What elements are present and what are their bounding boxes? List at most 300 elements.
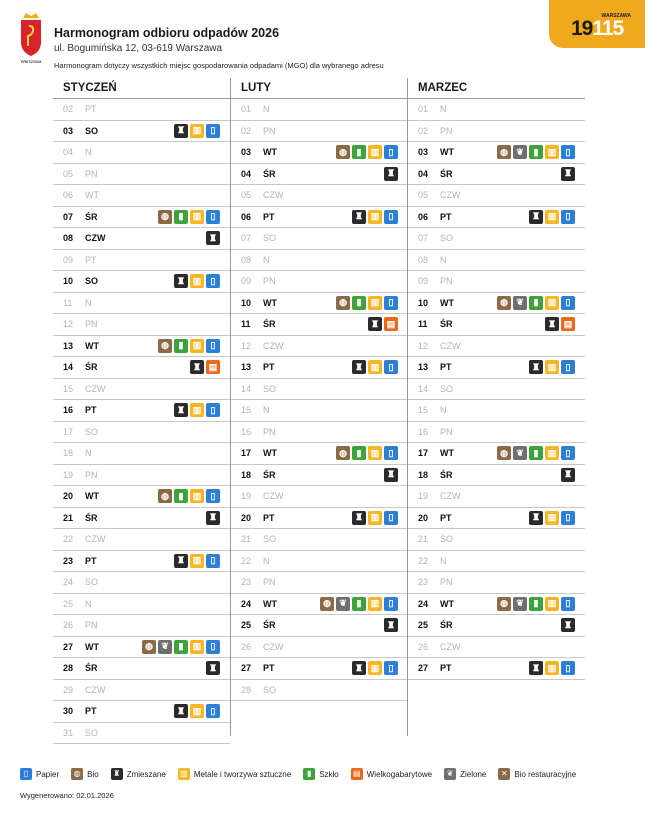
legend-item-metale	[178, 768, 291, 780]
weekday: SO	[85, 577, 99, 587]
weekday: CZW	[440, 340, 461, 351]
day-number: 09	[241, 276, 252, 286]
day-row	[231, 422, 408, 444]
weekday: WT	[263, 598, 277, 609]
weekday: ŚR	[440, 168, 453, 179]
weekday: WT	[85, 190, 99, 200]
collection-icons	[497, 597, 575, 611]
bio-icon: ◍	[336, 446, 350, 460]
day-number: 19	[418, 491, 429, 501]
metale-icon: ▥	[368, 210, 382, 224]
metale-icon: ▥	[190, 210, 204, 224]
weekday: PT	[440, 663, 452, 673]
day-row	[231, 250, 408, 272]
day-row	[408, 250, 585, 272]
weekday: N	[263, 104, 270, 114]
weekday: PT	[263, 663, 275, 673]
metale-icon: ▥	[545, 511, 559, 525]
day-row	[53, 400, 230, 422]
day-number: 25	[241, 620, 252, 630]
day-number: 19	[63, 469, 74, 480]
day-row	[231, 121, 408, 143]
weekday: ŚR	[263, 168, 276, 179]
day-number: 22	[63, 534, 74, 544]
badge-caption: WARSZAWA	[601, 13, 631, 19]
day-number: 17	[63, 426, 74, 437]
zmieszane-icon: ♜	[529, 661, 543, 675]
day-row	[408, 465, 585, 487]
day-number: 26	[418, 641, 429, 652]
day-number: 11	[418, 319, 428, 329]
metale-icon: ▥	[190, 554, 204, 568]
day-number: 20	[418, 512, 429, 523]
day-row	[53, 529, 230, 551]
day-row	[53, 228, 230, 250]
weekday: PT	[85, 405, 97, 415]
day-number: 06	[418, 211, 429, 222]
day-row	[408, 336, 585, 358]
day-number: 28	[63, 663, 74, 673]
collection-icons	[529, 511, 575, 525]
day-row	[231, 379, 408, 401]
weekday: PT	[85, 104, 97, 114]
day-number: 06	[63, 190, 74, 200]
day-number: 24	[418, 598, 429, 609]
day-row	[53, 465, 230, 487]
collection-icons	[352, 661, 398, 675]
papier-icon: ▯	[384, 446, 398, 460]
day-row	[231, 164, 408, 186]
day-number: 18	[63, 448, 74, 458]
metale-icon: ▥	[368, 446, 382, 460]
day-number: 21	[63, 512, 74, 523]
day-row	[231, 357, 408, 379]
collection-icons	[174, 274, 220, 288]
collection-icons	[561, 167, 575, 181]
legend-item-szklo	[303, 768, 339, 780]
day-row	[53, 314, 230, 336]
collection-icons	[174, 403, 220, 417]
legend-label: Zmieszane	[126, 769, 166, 779]
papier-icon: ▯	[561, 511, 575, 525]
day-number: 26	[63, 620, 74, 630]
papier-icon: ▯	[206, 489, 220, 503]
collection-icons	[142, 640, 220, 654]
day-number: 19	[241, 491, 252, 501]
metale-icon: ▥	[368, 360, 382, 374]
day-number: 01	[418, 104, 429, 114]
day-number: 02	[418, 125, 429, 136]
szklo-icon: ▮	[529, 145, 543, 159]
papier-icon: ▯	[206, 554, 220, 568]
bio-icon: ◍	[158, 339, 172, 353]
month-column	[53, 78, 230, 744]
weekday: N	[85, 598, 92, 609]
day-row	[231, 99, 408, 121]
city-hotline-badge	[549, 0, 645, 48]
papier-icon: ▯	[384, 511, 398, 525]
papier-icon: ▯	[20, 768, 32, 780]
weekday: N	[440, 555, 447, 566]
zielone-icon: ❦	[513, 145, 527, 159]
zmieszane-icon: ♜	[174, 704, 188, 718]
day-row	[231, 658, 408, 680]
metale-icon: ▥	[178, 768, 190, 780]
papier-icon: ▯	[206, 640, 220, 654]
day-row	[408, 486, 585, 508]
day-number: 04	[241, 168, 252, 179]
day-number: 23	[241, 577, 252, 587]
day-row	[408, 142, 585, 164]
day-number: 25	[63, 598, 74, 609]
legend-label: Zielone	[460, 769, 487, 779]
legend-label: Metale i tworzywa sztuczne	[193, 769, 292, 779]
bio-icon: ◍	[497, 597, 511, 611]
weekday: SO	[440, 233, 454, 243]
weekday: CZW	[263, 641, 284, 652]
day-number: 29	[63, 684, 74, 695]
day-number: 20	[63, 491, 74, 501]
day-number: 10	[241, 297, 252, 308]
bio-icon: ◍	[320, 597, 334, 611]
day-row	[53, 594, 230, 616]
zielone-icon: ❦	[513, 446, 527, 460]
day-row	[231, 572, 408, 594]
collection-icons	[320, 597, 398, 611]
szklo-icon: ▮	[352, 597, 366, 611]
day-number: 21	[241, 534, 252, 544]
month-title: MARZEC	[408, 78, 585, 99]
zmieszane-icon: ♜	[111, 768, 123, 780]
weekday: PT	[85, 254, 97, 265]
zmieszane-icon: ♜	[561, 468, 575, 482]
legend-label: Bio	[87, 769, 99, 779]
szklo-icon: ▮	[529, 597, 543, 611]
weekday: SO	[85, 125, 99, 136]
zmieszane-icon: ♜	[174, 124, 188, 138]
day-number: 13	[63, 340, 74, 351]
papier-icon: ▯	[561, 210, 575, 224]
warszawa-crest-logo	[18, 12, 44, 64]
day-number: 16	[418, 426, 429, 437]
weekday: CZW	[85, 233, 106, 243]
szklo-icon: ▮	[174, 489, 188, 503]
weekday: WT	[440, 598, 454, 609]
collection-icons	[368, 317, 398, 331]
weekday: WT	[440, 297, 454, 308]
day-number: 13	[418, 362, 429, 372]
collection-icons	[497, 296, 575, 310]
day-row	[53, 701, 230, 723]
zmieszane-icon: ♜	[190, 360, 204, 374]
day-number: 05	[63, 168, 74, 179]
day-number: 03	[241, 147, 252, 157]
day-number: 28	[241, 684, 252, 695]
day-number: 18	[418, 469, 429, 480]
weekday: PT	[263, 512, 275, 523]
zmieszane-icon: ♜	[352, 511, 366, 525]
weekday: WT	[85, 340, 99, 351]
zielone-icon: ❦	[513, 597, 527, 611]
zielone-icon: ❦	[513, 296, 527, 310]
day-row	[408, 658, 585, 680]
papier-icon: ▯	[384, 597, 398, 611]
day-row	[53, 615, 230, 637]
papier-icon: ▯	[561, 446, 575, 460]
szklo-icon: ▮	[174, 339, 188, 353]
weekday: PN	[263, 426, 276, 437]
day-row	[53, 142, 230, 164]
day-number: 27	[63, 641, 74, 652]
weekday: PN	[440, 276, 453, 286]
bio-icon: ◍	[158, 210, 172, 224]
szklo-icon: ▮	[352, 296, 366, 310]
day-row	[231, 443, 408, 465]
metale-icon: ▥	[190, 274, 204, 288]
weekday: N	[263, 555, 270, 566]
weekday: ŚR	[263, 319, 276, 329]
day-row	[408, 379, 585, 401]
weekday: CZW	[440, 491, 461, 501]
weekday: N	[85, 297, 92, 308]
weekday: WT	[263, 297, 277, 308]
weekday: PN	[263, 577, 276, 587]
day-number: 07	[418, 233, 429, 243]
szklo-icon: ▮	[352, 446, 366, 460]
zmieszane-icon: ♜	[545, 317, 559, 331]
day-number: 06	[241, 211, 252, 222]
szklo-icon: ▮	[174, 210, 188, 224]
day-row	[231, 465, 408, 487]
weekday: CZW	[440, 641, 461, 652]
papier-icon: ▯	[206, 403, 220, 417]
legend-label: Bio restauracyjne	[514, 769, 577, 779]
day-number: 14	[241, 383, 252, 394]
weekday: CZW	[440, 190, 461, 200]
biorest-icon: ✕	[498, 768, 510, 780]
day-number: 17	[418, 448, 429, 458]
wielko-icon: ▤	[561, 317, 575, 331]
day-number: 02	[241, 125, 252, 136]
day-row	[408, 572, 585, 594]
day-number: 24	[63, 577, 74, 587]
weekday: WT	[440, 448, 454, 458]
day-row	[53, 207, 230, 229]
day-row	[408, 551, 585, 573]
day-number: 21	[418, 534, 429, 544]
day-row	[53, 680, 230, 702]
weekday: SO	[263, 233, 277, 243]
address: ul. Bogumińska 12, 03-619 Warszawa	[54, 43, 223, 54]
day-number: 14	[63, 362, 74, 372]
zmieszane-icon: ♜	[206, 661, 220, 675]
papier-icon: ▯	[561, 597, 575, 611]
day-number: 10	[418, 297, 429, 308]
page-header	[14, 8, 644, 74]
zmieszane-icon: ♜	[206, 231, 220, 245]
day-number: 31	[63, 727, 74, 738]
day-number: 04	[63, 147, 74, 157]
weekday: WT	[85, 641, 99, 652]
day-row	[53, 379, 230, 401]
papier-icon: ▯	[384, 661, 398, 675]
zielone-icon: ❦	[158, 640, 172, 654]
collection-icons	[497, 446, 575, 460]
weekday: SO	[263, 383, 277, 394]
day-number: 24	[241, 598, 252, 609]
weekday: N	[440, 254, 447, 265]
metale-icon: ▥	[545, 446, 559, 460]
svg-text:Warszawa: Warszawa	[20, 59, 42, 64]
weekday: PT	[85, 555, 97, 566]
month-column	[230, 78, 408, 736]
collection-icons	[158, 210, 220, 224]
day-row	[231, 228, 408, 250]
day-row	[53, 486, 230, 508]
zmieszane-icon: ♜	[174, 554, 188, 568]
day-row	[231, 185, 408, 207]
collection-icons	[384, 618, 398, 632]
month-title: STYCZEŃ	[53, 78, 230, 99]
collection-icons	[336, 296, 398, 310]
day-row	[408, 314, 585, 336]
metale-icon: ▥	[190, 339, 204, 353]
collection-icons	[336, 145, 398, 159]
day-number: 17	[241, 448, 252, 458]
day-row	[231, 594, 408, 616]
day-row	[231, 271, 408, 293]
day-number: 08	[63, 233, 74, 243]
szklo-icon: ▮	[174, 640, 188, 654]
schedule-note: Harmonogram dotyczy wszystkich miejsc gospodarowania odpadami (MGO) dla wybranego adresu	[54, 61, 384, 70]
day-row	[231, 293, 408, 315]
day-number: 07	[63, 211, 74, 222]
collection-icons	[561, 618, 575, 632]
szklo-icon: ▮	[352, 145, 366, 159]
day-number: 01	[241, 104, 252, 114]
day-row	[408, 529, 585, 551]
bio-icon: ◍	[336, 145, 350, 159]
day-row	[53, 164, 230, 186]
day-row	[231, 529, 408, 551]
weekday: CZW	[263, 340, 284, 351]
papier-icon: ▯	[561, 145, 575, 159]
day-row	[231, 400, 408, 422]
day-number: 12	[241, 340, 252, 351]
day-row	[53, 336, 230, 358]
day-number: 03	[63, 125, 74, 136]
zielone-icon: ❦	[336, 597, 350, 611]
day-number: 12	[63, 319, 74, 329]
day-row	[231, 615, 408, 637]
weekday: CZW	[85, 534, 106, 544]
day-number: 16	[63, 405, 74, 415]
weekday: PT	[263, 211, 275, 222]
bio-icon: ◍	[336, 296, 350, 310]
day-row	[53, 271, 230, 293]
bio-icon: ◍	[497, 296, 511, 310]
collection-icons	[206, 231, 220, 245]
day-number: 18	[241, 469, 252, 480]
zmieszane-icon: ♜	[384, 618, 398, 632]
weekday: N	[263, 254, 270, 265]
bio-icon: ◍	[497, 446, 511, 460]
day-number: 14	[418, 383, 429, 394]
metale-icon: ▥	[545, 661, 559, 675]
collection-icons	[561, 468, 575, 482]
weekday: CZW	[263, 190, 284, 200]
day-row	[53, 572, 230, 594]
weekday: PT	[440, 211, 452, 222]
zmieszane-icon: ♜	[352, 661, 366, 675]
day-row	[231, 336, 408, 358]
weekday: ŚR	[85, 663, 98, 673]
zmieszane-icon: ♜	[561, 167, 575, 181]
bio-icon: ◍	[497, 145, 511, 159]
day-row	[231, 314, 408, 336]
weekday: PN	[85, 469, 98, 480]
papier-icon: ▯	[384, 145, 398, 159]
legend-label: Papier	[36, 769, 60, 779]
zmieszane-icon: ♜	[384, 468, 398, 482]
papier-icon: ▯	[206, 274, 220, 288]
day-number: 12	[418, 340, 429, 351]
metale-icon: ▥	[368, 597, 382, 611]
day-row	[53, 637, 230, 659]
day-number: 09	[63, 254, 74, 265]
collection-icons	[352, 511, 398, 525]
weekday: PN	[440, 125, 453, 136]
day-row	[231, 207, 408, 229]
day-number: 03	[418, 147, 429, 157]
day-row	[53, 508, 230, 530]
day-number: 07	[241, 233, 252, 243]
legend-item-biorest	[498, 768, 576, 780]
day-number: 23	[418, 577, 429, 587]
szklo-icon: ▮	[529, 446, 543, 460]
wielko-icon: ▤	[351, 768, 363, 780]
day-row	[408, 164, 585, 186]
collection-icons	[174, 554, 220, 568]
day-number: 26	[241, 641, 252, 652]
metale-icon: ▥	[190, 704, 204, 718]
wielko-icon: ▤	[206, 360, 220, 374]
zielone-icon: ❦	[444, 768, 456, 780]
weekday: PT	[85, 706, 97, 716]
metale-icon: ▥	[368, 661, 382, 675]
bio-icon: ◍	[142, 640, 156, 654]
weekday: N	[440, 405, 447, 415]
metale-icon: ▥	[190, 640, 204, 654]
day-number: 10	[63, 276, 74, 286]
collection-icons	[529, 360, 575, 374]
papier-icon: ▯	[206, 210, 220, 224]
papier-icon: ▯	[206, 704, 220, 718]
weekday: PN	[85, 319, 98, 329]
day-row	[408, 357, 585, 379]
day-row	[53, 658, 230, 680]
wielko-icon: ▤	[384, 317, 398, 331]
day-row	[231, 680, 408, 702]
zmieszane-icon: ♜	[529, 360, 543, 374]
weekday: N	[85, 147, 92, 157]
legend-item-zielone	[444, 768, 486, 780]
day-row	[53, 185, 230, 207]
weekday: PT	[263, 362, 275, 372]
day-row	[408, 594, 585, 616]
zmieszane-icon: ♜	[206, 511, 220, 525]
badge-number: 19115	[571, 17, 624, 40]
